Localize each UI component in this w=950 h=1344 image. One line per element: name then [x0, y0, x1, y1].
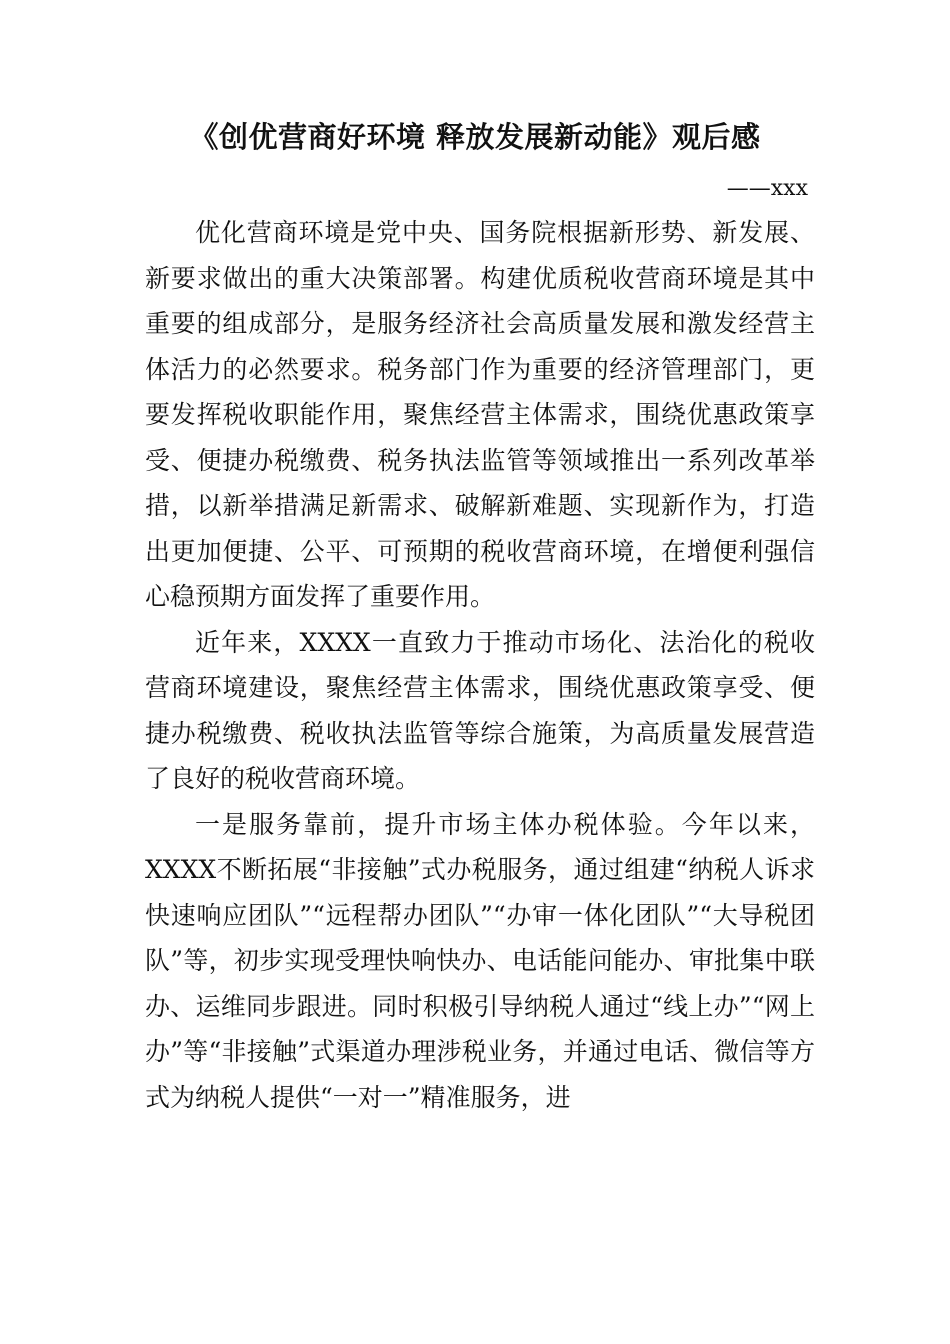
paragraph-3: 一是服务靠前，提升市场主体办税体验。今年以来，XXXX不断拓展“非接触”式办税服务，通过组建“纳税人诉求快速响应团队”“远程帮办团队”“办审一体化团队”“大导税团队”等，初步实现受理快响快办、电话能问能办、审批集中联办、运维同步跟进。同时积极引导纳税人通过“线上办”“网上办”等“非接触”式渠道办理涉税业务，并通过电话、微信等方式为纳税人提供“一对一”精准服务，进 — [145, 809, 815, 1112]
paragraph-2: 近年来，XXXX一直致力于推动市场化、法治化的税收营商环境建设，聚焦经营主体需求，围绕优惠政策享受、便捷办税缴费、税收执法监管等综合施策，为高质量发展营造了良好的税收营商环境。 — [145, 627, 815, 793]
document-author: ——xxx — [726, 176, 808, 201]
document-body — [145, 210, 815, 1120]
paragraph-1: 优化营商环境是党中央、国务院根据新形势、新发展、新要求做出的重大决策部署。构建优质税收营商环境是其中重要的组成部分，是服务经济社会高质量发展和激发经营主体活力的必然要求。税务部门作为重要的经济管理部门，更要发挥税收职能作用，聚焦经营主体需求，围绕优惠政策享受、便捷办税缴费、税务执法监管等领域推出一系列改革举措，以新举措满足新需求、破解新难题、实现新作为，打造出更加便捷、公平、可预期的税收营商环境，在增便利强信心稳预期方面发挥了重要作用。 — [145, 218, 815, 611]
document-title: 《创优营商好环境 释放发展新动能》观后感 — [189, 120, 761, 154]
